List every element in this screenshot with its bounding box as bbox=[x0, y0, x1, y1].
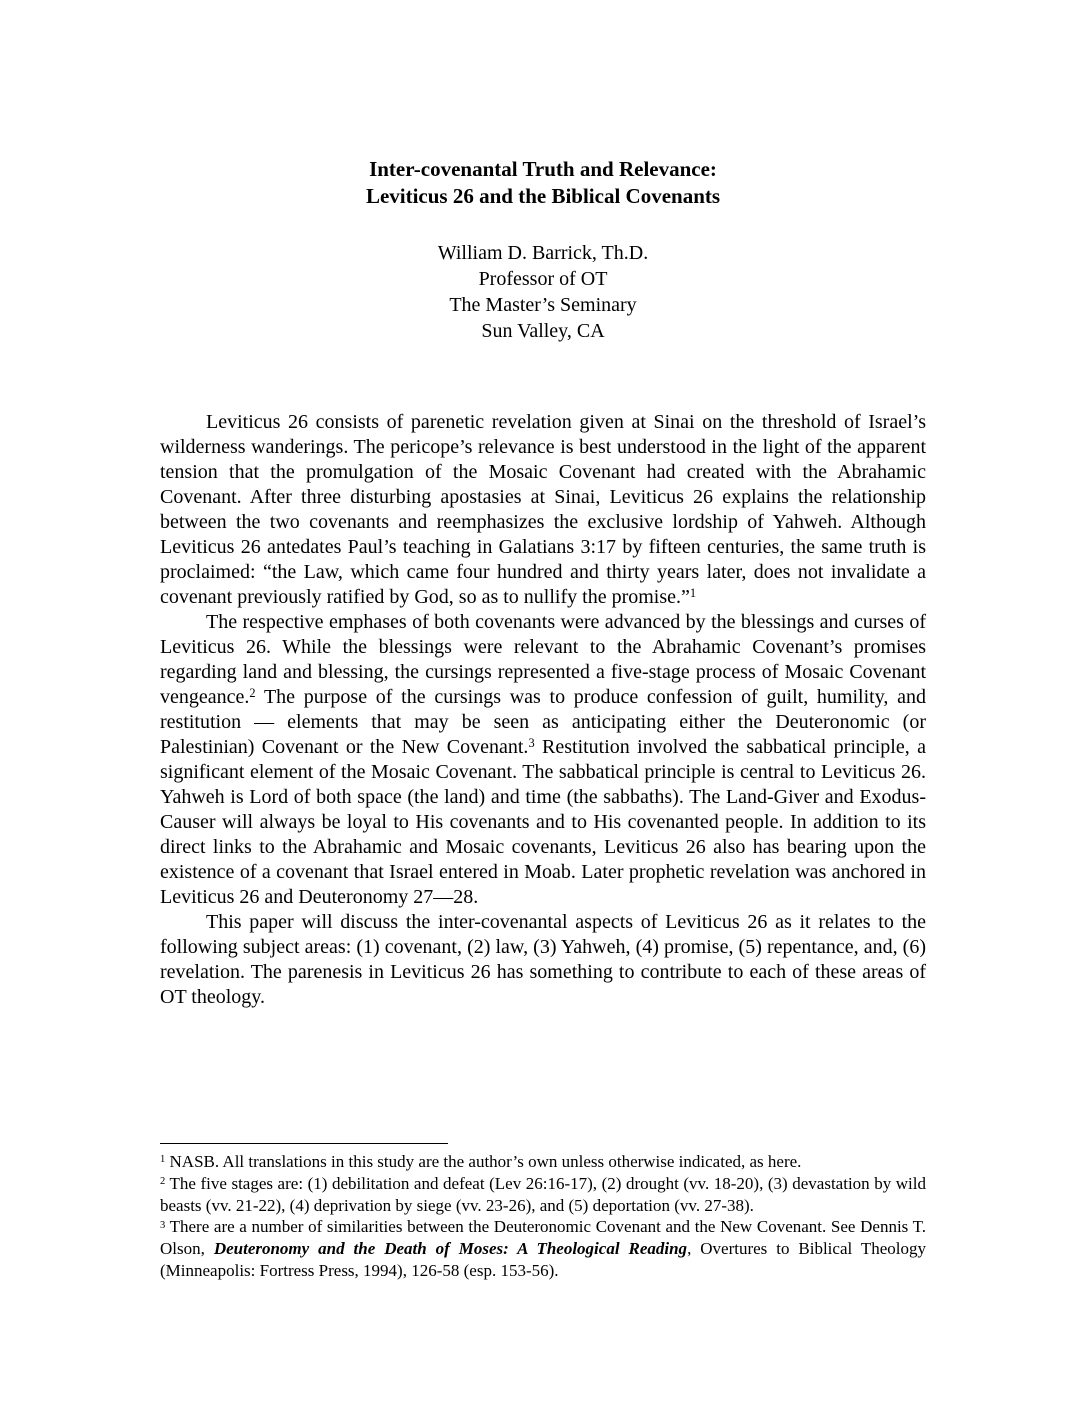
body-text bbox=[160, 410, 926, 1010]
title-line-1: Inter-covenantal Truth and Relevance: bbox=[369, 157, 717, 181]
paragraph-3: This paper will discuss the inter-covenantal aspects of Leviticus 26 as it relates to the following subject areas: (1) covenant, (2) law, (3) Yahweh, (4) promise, (5) repentance, and, (6) revelation. The parenesis in Leviticus 26 has something to contribute to each of these areas of OT theology. bbox=[160, 911, 926, 1008]
paper-title bbox=[160, 156, 926, 210]
footnote-1: $^1$ NASB. All translations in this study are the author’s own unless otherwise indicated, as here. bbox=[160, 1152, 802, 1171]
paragraph-2: The respective emphases of both covenants were advanced by the blessings and curses of Leviticus 26. While the blessings were relevant to the Abrahamic Covenant’s promises regarding land and blessing, the cursings represented a five-stage process of Mosaic Covenant vengeance.$^2$ The purpose of the cursings was to produce confession of guilt, humility, and restitution — elements that may be seen as anticipating either the Deuteronomic (or Palestinian) Covenant or the New Covenant.$^3$ Restitution involved the sabbatical principle, a significant element of the Mosaic Covenant. The sabbatical principle is central to Leviticus 26. Yahweh is Lord of both space (the land) and time (the sabbaths). The Land-Giver and Exodus-Causer will always be loyal to His covenants and to His covenanted people. In addition to its direct links to the Abrahamic and Mosaic covenants, Leviticus 26 also has bearing upon the existence of a covenant that Israel entered in Moab. Later prophetic revelation was anchored in Leviticus 26 and Deuteronomy 27—28. bbox=[160, 611, 926, 908]
footnotes-section bbox=[160, 1143, 926, 1282]
paragraph-1: Leviticus 26 consists of parenetic revelation given at Sinai on the threshold of Israel’s wilderness wanderings. The pericope’s relevance is best understood in the light of the apparent tension that the promulgation of the Mosaic Covenant had created with the Abrahamic Covenant. After three disturbing apostasies at Sinai, Leviticus 26 explains the relationship between the two covenants and reemphasizes the exclusive lordship of Yahweh. Although Leviticus 26 antedates Paul’s teaching in Galatians 3:17 by fifteen centuries, the same truth is proclaimed: “the Law, which came four hundred and thirty years later, does not invalidate a covenant previously ratified by God, so as to nullify the promise.”$^1$ bbox=[160, 411, 926, 608]
footnote-separator bbox=[160, 1143, 448, 1144]
title-line-2: Leviticus 26 and the Biblical Covenants bbox=[365, 184, 721, 208]
author-name: William D. Barrick, Th.D. bbox=[437, 242, 649, 264]
author-block bbox=[160, 240, 926, 344]
author-institution: The Master’s Seminary bbox=[449, 294, 637, 316]
author-location: Sun Valley, CA bbox=[481, 320, 605, 342]
footnote-3: $^3$ There are a number of similarities between the Deuteronomic Covenant and the New Covenant. See Dennis T. Olson, Deuteronomy and the Death of Moses: A Theological Reading, Overtures to Biblical Theology (Minneapolis: Fortress Press, 1994), 126-58 (esp. 153-56). bbox=[160, 1217, 926, 1280]
page-content bbox=[160, 0, 926, 1010]
footnote-2: $^2$ The five stages are: (1) debilitation and defeat (Lev 26:16-17), (2) drought (vv. 18-20), (3) devastation by wild beasts (vv. 21-22), (4) deprivation by siege (vv. 23-26), and (5) deportation (vv. 27-38). bbox=[160, 1173, 926, 1215]
author-role: Professor of OT bbox=[478, 268, 608, 290]
